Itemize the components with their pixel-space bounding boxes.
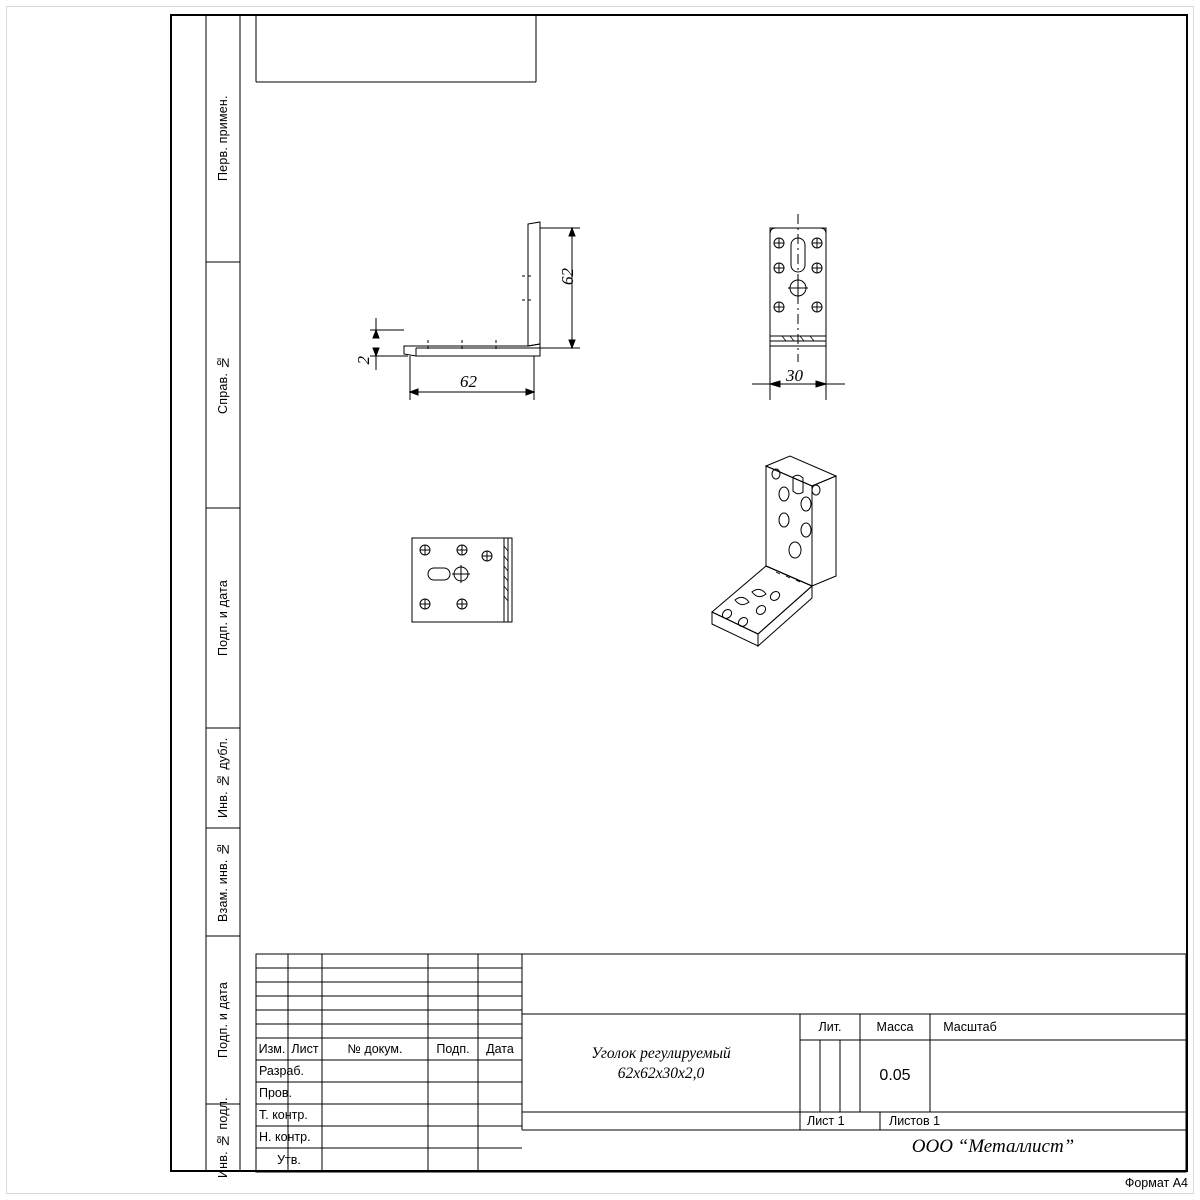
value-masshtab bbox=[930, 1040, 1010, 1112]
product-title-line2: 62x62x30x2,0 bbox=[617, 1065, 705, 1082]
dimension-width-62: 62 bbox=[460, 372, 477, 391]
label-massa: Масса bbox=[876, 1020, 914, 1034]
th-data: Дата bbox=[486, 1042, 514, 1056]
margin-label-podp-i-data-2: Подп. и дата bbox=[216, 981, 230, 1059]
label-listov: Листов 1 bbox=[889, 1114, 941, 1128]
th-n-dokum: № докум. bbox=[347, 1042, 403, 1056]
company-name: ООО “Металлист” bbox=[911, 1136, 1075, 1157]
margin-label-perv-primen: Перв. примен. bbox=[216, 95, 230, 181]
margin-label-inv-no-podl: Инв. № подл. bbox=[216, 1097, 230, 1179]
th-podp: Подп. bbox=[436, 1042, 470, 1056]
dimension-height-62: 62 bbox=[558, 268, 577, 285]
role-t-kontr: Т. контр. bbox=[259, 1108, 308, 1122]
th-list: Лист bbox=[291, 1042, 319, 1056]
role-utv: Утв. bbox=[277, 1153, 301, 1167]
margin-label-vzam-inv-no: Взам. инв. № bbox=[216, 841, 230, 923]
margin-label-inv-no-dubl: Инв. № дубл. bbox=[216, 737, 230, 819]
label-masshtab: Масштаб bbox=[943, 1020, 997, 1034]
margin-label-sprav-no: Справ. № bbox=[216, 355, 230, 415]
dimension-thickness-2: 2 bbox=[354, 356, 373, 365]
label-lit: Лит. bbox=[818, 1020, 842, 1034]
format-label: Формат А4 bbox=[1124, 1176, 1188, 1190]
role-razrab: Разраб. bbox=[259, 1064, 305, 1078]
dimension-depth-30: 30 bbox=[786, 366, 803, 385]
product-title-line1: Уголок регулируемый bbox=[591, 1045, 731, 1062]
role-n-kontr: Н. контр. bbox=[259, 1130, 311, 1144]
label-list: Лист 1 bbox=[807, 1114, 845, 1128]
role-prov: Пров. bbox=[259, 1086, 293, 1100]
margin-label-podp-i-data-1: Подп. и дата bbox=[216, 579, 230, 657]
th-izm: Изм. bbox=[258, 1042, 286, 1056]
drawing-frame bbox=[170, 14, 1188, 1179]
value-massa: 0.05 bbox=[879, 1067, 911, 1084]
